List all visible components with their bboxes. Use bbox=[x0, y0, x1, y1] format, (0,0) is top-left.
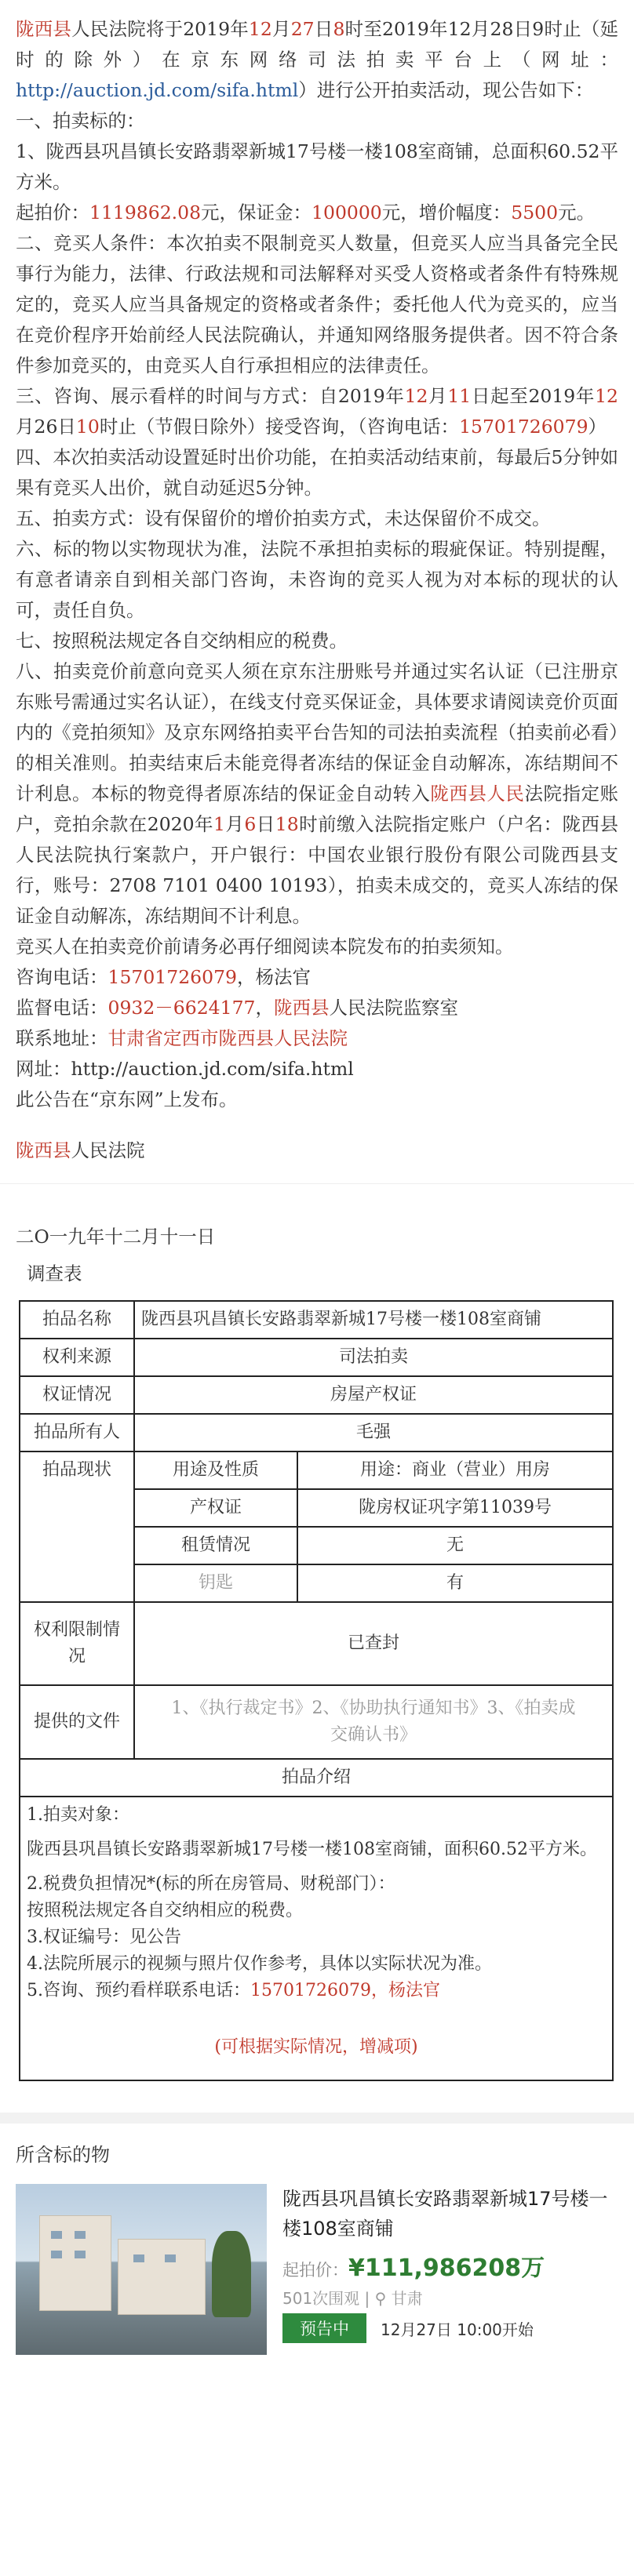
announce-line: 此公告在“京东网”上发布。 bbox=[16, 1088, 238, 1110]
window-shape bbox=[75, 2231, 86, 2239]
survey-table bbox=[19, 1300, 614, 2081]
text: 月 bbox=[224, 813, 245, 835]
intro-line: 陇西县巩昌镇长安路翡翠新城17号楼一楼108室商铺，面积60.52平方米。 bbox=[27, 1840, 597, 1859]
cell-label: 提供的文件 bbox=[20, 1685, 134, 1759]
cell-label: 钥匙 bbox=[134, 1564, 297, 1602]
date-hour: 8 bbox=[333, 18, 345, 40]
intro-line: 按照税法规定各自交纳相应的税费。 bbox=[27, 1901, 304, 1920]
section-7: 七、按照税法规定各自交纳相应的税费。 bbox=[16, 630, 348, 652]
section-8-note: 竞买人在拍卖竞价前请务必再仔细阅读本院发布的拍卖须知。 bbox=[16, 936, 514, 957]
num: 11 bbox=[447, 385, 472, 407]
court-name: 陇西县 bbox=[16, 1139, 71, 1161]
text: ，杨法官 bbox=[236, 966, 311, 988]
survey-title: 调查表 bbox=[27, 1263, 82, 1284]
cell-label: 权利来源 bbox=[20, 1339, 134, 1376]
building-shape bbox=[39, 2215, 111, 2311]
lot-thumbnail[interactable] bbox=[16, 2184, 267, 2355]
table-row bbox=[20, 1414, 613, 1451]
text: 元，增价幅度： bbox=[381, 202, 512, 223]
cell-label: 权利限制情况 bbox=[20, 1602, 134, 1685]
text: 起拍价： bbox=[16, 202, 89, 223]
separator: | bbox=[364, 2289, 370, 2308]
text: 三、咨询、展示看样的时间与方式：自2019年 bbox=[16, 385, 405, 407]
date-month: 12 bbox=[248, 18, 272, 40]
signature-date: 二O一九年十二月十一日 bbox=[16, 1226, 216, 1248]
intro-line: 3.权证编号：见公告 bbox=[27, 1927, 181, 1947]
text: 人民法院将于2019年 bbox=[71, 18, 249, 40]
cell-value: 已查封 bbox=[134, 1602, 613, 1685]
status-badge: 预告中 bbox=[282, 2313, 366, 2343]
cell-value: 1、《执行裁定书》2、《协助执行通知书》3、《拍卖成交确认书》 bbox=[134, 1685, 613, 1759]
lot-meta bbox=[282, 2286, 618, 2309]
note: (可根据实际情况，增减项) bbox=[214, 2037, 418, 2057]
lot-price-row bbox=[282, 2248, 618, 2283]
table-row bbox=[20, 1759, 613, 1797]
text: 日 bbox=[314, 18, 333, 40]
section-2: 二、竞买人条件：本次拍卖不限制竞买人数量，但竞买人应当具备完全民事行为能力，法律、行政法规和司法解释对买受人资格或者条件有特殊规定的，竞买人应当具备规定的资格或者条件；委托他人代为竞买的，应当在竞价程序开始前经人民法院确认，并通知网络服务提供者。因不符合条件参加竞买的，由竞买人自行承担相应的法律责任。 bbox=[16, 232, 618, 376]
lot-card[interactable] bbox=[0, 2167, 634, 2355]
cell-label: 拍品所有人 bbox=[20, 1414, 134, 1451]
text: ， bbox=[255, 997, 274, 1019]
text: 咨询电话： bbox=[16, 966, 108, 988]
text: 人民法院 bbox=[71, 1139, 145, 1161]
deposit: 100000 bbox=[312, 202, 382, 223]
text: 时止（节假日除外）接受咨询，（咨询电话： bbox=[99, 416, 460, 438]
cell-value: 司法拍卖 bbox=[134, 1339, 613, 1376]
num: 12 bbox=[404, 385, 428, 407]
address: 甘肃省定西市陇西县人民法院 bbox=[107, 1027, 348, 1049]
website-link[interactable]: http://auction.jd.com/sifa.html bbox=[71, 1058, 354, 1080]
notice-intro bbox=[16, 14, 618, 106]
cell-value: 无 bbox=[297, 1527, 613, 1564]
text: 人民法院监察室 bbox=[329, 997, 458, 1019]
intro-header: 拍品介绍 bbox=[20, 1759, 613, 1797]
cell-label: 租赁情况 bbox=[134, 1527, 297, 1564]
text: 元，保证金： bbox=[201, 202, 312, 223]
text: ，杨法官 bbox=[370, 1981, 440, 2000]
text: 八、拍卖竞价前意向竞买人须在京东注册账号并通过实名认证（已注册京东账号需通过实名认证），在线支付竞买保证金，具体要求请阅读竞价页面内的《竞拍须知》及京东网络拍卖平台告知的司法拍卖流程（拍卖前必看）的相关准则。拍卖结束后未能竞得者冻结的保证金自动解冻，冻结期间不计利息。本标的物竞得者原冻结的保证金自动转入 bbox=[16, 660, 618, 805]
contact-phone[interactable]: 15701726079 bbox=[107, 966, 237, 988]
website-line bbox=[16, 1054, 618, 1085]
window-shape bbox=[51, 2251, 62, 2258]
text: 月 bbox=[428, 385, 448, 407]
intro-content bbox=[20, 1797, 613, 2080]
phone-link[interactable]: 15701726079 bbox=[250, 1981, 371, 2000]
phone-link[interactable]: 15701726079 bbox=[459, 416, 588, 438]
text: 起拍价： bbox=[282, 2261, 348, 2280]
section-8 bbox=[16, 656, 618, 932]
intro-line: 1.拍卖对象： bbox=[27, 1805, 129, 1825]
signature-court bbox=[16, 1135, 618, 1166]
cell-label: 拍品名称 bbox=[20, 1301, 134, 1339]
cell-value: 用途：商业（营业）用房 bbox=[297, 1451, 613, 1489]
cell-label: 拍品现状 bbox=[20, 1451, 134, 1602]
auction-link[interactable]: http://auction.jd.com/sifa.html bbox=[16, 79, 299, 101]
text: 网址： bbox=[16, 1058, 71, 1080]
text: ）进行公开拍卖活动，现公告如下： bbox=[298, 79, 594, 101]
contact-line bbox=[16, 962, 618, 993]
cell-value: 陇西县巩昌镇长安路翡翠新城17号楼一楼108室商铺 bbox=[134, 1301, 613, 1339]
window-shape bbox=[75, 2251, 86, 2258]
text: 月26日 bbox=[16, 416, 76, 438]
map-pin-icon: ⚲ bbox=[374, 2289, 387, 2308]
num: 12 bbox=[595, 385, 619, 407]
supervision-line bbox=[16, 993, 618, 1023]
text: 时前缴入法院指定账户（户名：陇西县人民法院执行案款户，开户银行：中国农业银行股份有限公司陇西县支行，账号：2708 7101 0400 10193），拍卖未成交的，竞买人冻结的保证金自动解冻，冻结期间不计利息。 bbox=[16, 813, 619, 927]
section-4: 四、本次拍卖活动设置延时出价功能，在拍卖活动结束前，每最后5分钟如果有竞买人出价，就自动延迟5分钟。 bbox=[16, 446, 618, 499]
num: 1 bbox=[213, 813, 225, 835]
section-5: 五、拍卖方式：设有保留价的增价拍卖方式，未达保留价不成交。 bbox=[16, 507, 551, 529]
section-6: 六、标的物以实物现状为准，法院不承担拍卖标的瑕疵保证。特别提醒，有意者请亲自到相关部门咨询，未咨询的竞买人视为对本标的现状的认可，责任自负。 bbox=[16, 538, 618, 621]
table-row bbox=[20, 1797, 613, 2080]
section-heading-1: 一、拍卖标的： bbox=[16, 110, 145, 132]
building-shape bbox=[118, 2239, 206, 2315]
num: 10 bbox=[75, 416, 100, 438]
lot-title[interactable]: 陇西县巩昌镇长安路翡翠新城17号楼一楼108室商铺 bbox=[282, 2188, 608, 2240]
cell-label: 用途及性质 bbox=[134, 1451, 297, 1489]
auction-notice bbox=[0, 0, 634, 1115]
cell-value: 有 bbox=[297, 1564, 613, 1602]
tree-shape bbox=[212, 2231, 251, 2317]
num: 18 bbox=[275, 813, 299, 835]
view-count: 501次围观 bbox=[282, 2289, 360, 2308]
address-line bbox=[16, 1023, 618, 1054]
window-shape bbox=[165, 2254, 176, 2262]
text: 元。 bbox=[558, 202, 596, 223]
text: 日起至2019年 bbox=[471, 385, 596, 407]
court-name: 陇西县 bbox=[16, 18, 72, 40]
start-time: 12月27日 10:00开始 bbox=[381, 2320, 534, 2339]
lot-footer bbox=[282, 2313, 618, 2343]
intro-line bbox=[27, 1978, 606, 2004]
cell-value: 陇房权证巩字第11039号 bbox=[297, 1489, 613, 1527]
text: ） bbox=[588, 416, 607, 438]
text: 时至2019年12月28日9时止（延时的除外）在京东网络司法拍卖平台上（网址： bbox=[16, 18, 619, 71]
item-description: 1、陇西县巩昌镇长安路翡翠新城17号楼一楼108室商铺，总面积60.52平方米。 bbox=[16, 140, 618, 193]
table-row bbox=[20, 1376, 613, 1414]
table-row bbox=[20, 1339, 613, 1376]
intro-line: 2.税费负担情况*(标的所在房管局、财税部门）： bbox=[27, 1874, 395, 1894]
court-name: 陇西县 bbox=[273, 997, 330, 1019]
section-3 bbox=[16, 381, 618, 442]
divider bbox=[0, 1183, 634, 1184]
price-line bbox=[16, 198, 618, 228]
text: 5.咨询、预约看样联系电话： bbox=[27, 1981, 250, 2000]
window-shape bbox=[133, 2254, 144, 2262]
cell-label: 权证情况 bbox=[20, 1376, 134, 1414]
text: 联系地址： bbox=[16, 1027, 108, 1049]
table-row bbox=[20, 1451, 613, 1489]
lot-price: ¥111,986208万 bbox=[348, 2254, 545, 2282]
lots-heading: 所含标的物 bbox=[16, 2144, 110, 2166]
text: 月 bbox=[271, 18, 291, 40]
lot-info bbox=[267, 2184, 618, 2355]
text: 日 bbox=[256, 813, 275, 835]
table-row bbox=[20, 1685, 613, 1759]
table-row bbox=[20, 1602, 613, 1685]
cell-value: 房屋产权证 bbox=[134, 1376, 613, 1414]
date-day: 27 bbox=[290, 18, 315, 40]
increment: 5500 bbox=[511, 202, 559, 223]
court-name: 陇西县人民 bbox=[430, 783, 525, 805]
section-separator bbox=[0, 2113, 634, 2124]
text: 法院指定账户，竞拍余款在2020年 bbox=[16, 783, 619, 835]
location: 甘肃 bbox=[391, 2289, 423, 2308]
intro-line: 4.法院所展示的视频与照片仅作参考，具体以实际状况为准。 bbox=[27, 1954, 492, 1974]
num: 6 bbox=[244, 813, 257, 835]
table-row bbox=[20, 1301, 613, 1339]
cell-value: 毛强 bbox=[134, 1414, 613, 1451]
cell-label: 产权证 bbox=[134, 1489, 297, 1527]
supervision-phone[interactable]: 0932－6624177 bbox=[107, 997, 256, 1019]
text: 监督电话： bbox=[16, 997, 108, 1019]
start-price: 1119862.08 bbox=[89, 202, 202, 223]
window-shape bbox=[51, 2231, 62, 2239]
